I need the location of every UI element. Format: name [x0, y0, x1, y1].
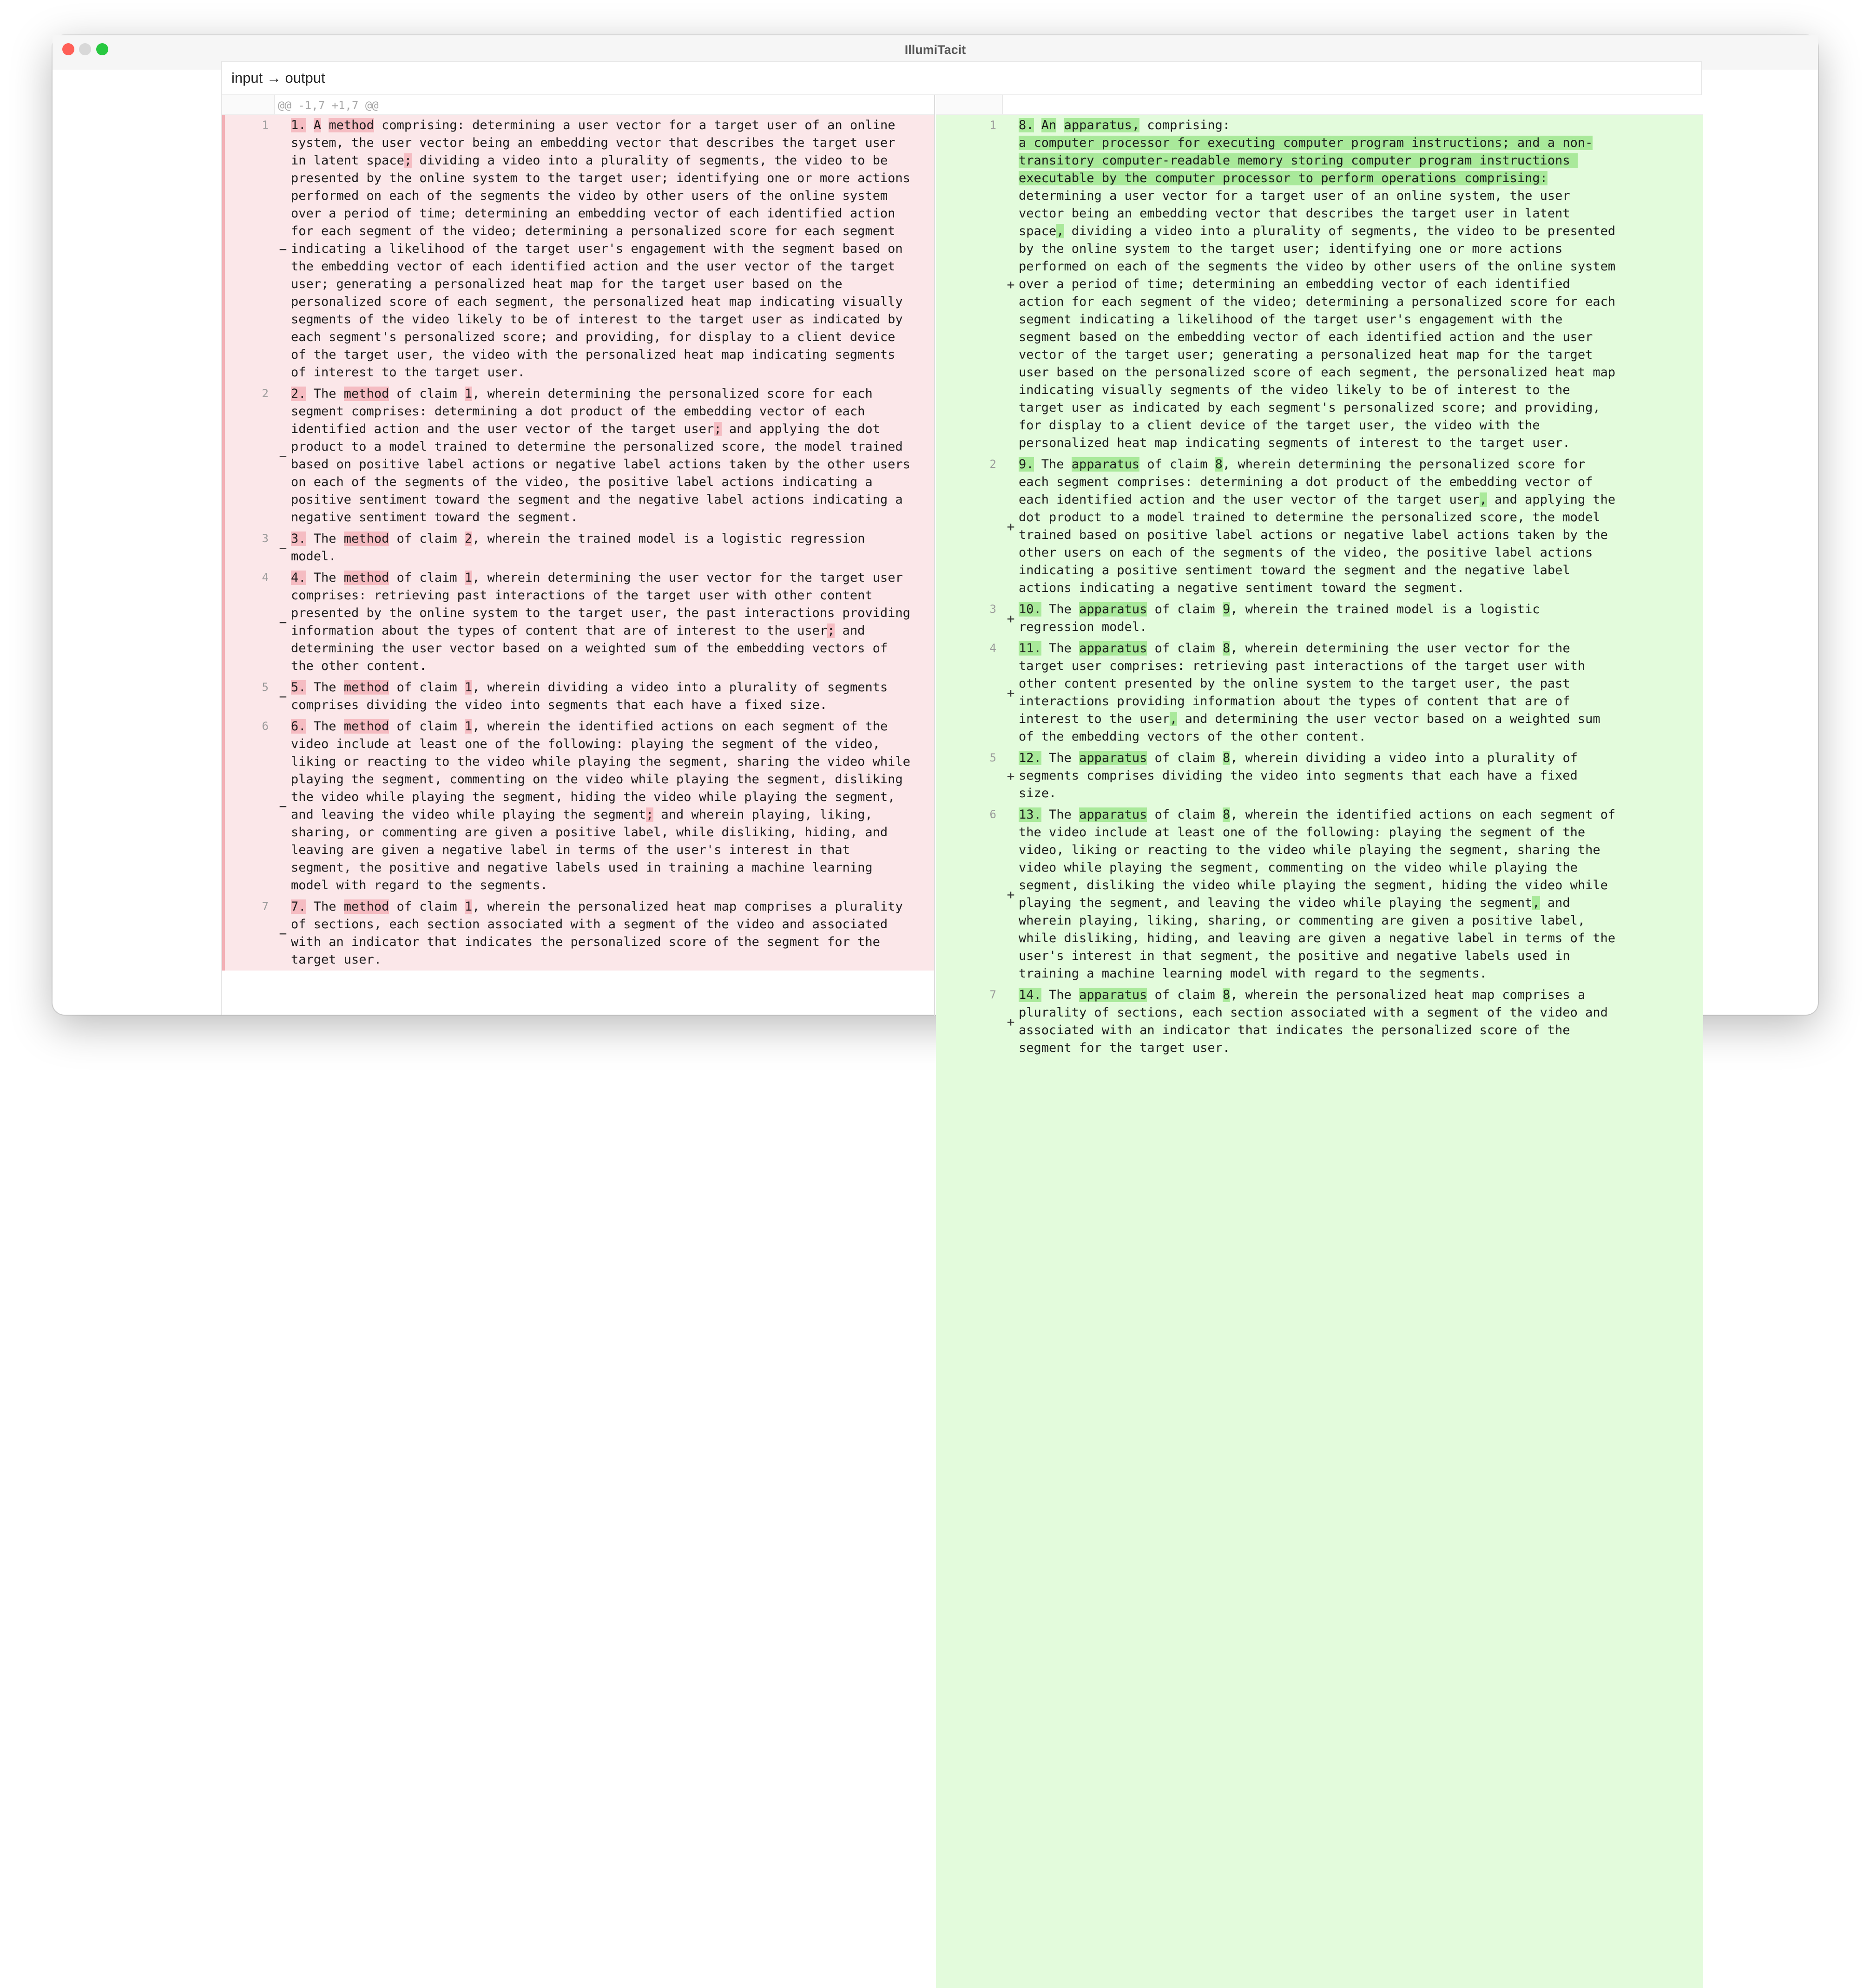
changed-text: ; — [714, 422, 722, 436]
line-text: of claim — [389, 571, 465, 585]
line-number: 1 — [262, 118, 269, 131]
line-text: , wherein the trained model is a logistic regression model. — [1019, 602, 1547, 634]
line-gutter — [222, 896, 275, 971]
line-text: and determining the user vector based on a weighted sum of the embedding vectors of the other content. — [291, 623, 895, 673]
line-text: determining a user vector for a target user of an online system, the user vector being an embedding vector that describes the target user in latent space — [1019, 189, 1570, 238]
changed-text: apparatus — [1079, 751, 1147, 765]
line-number: 1 — [989, 118, 996, 131]
changed-text: 1 — [464, 899, 473, 914]
changed-text: 8 — [1222, 988, 1231, 1002]
changed-text: , — [1056, 224, 1064, 238]
line-content — [1019, 984, 1623, 1059]
changed-text: 11. — [1019, 641, 1041, 656]
inserted-line-row — [936, 748, 1703, 804]
minus-sign: − — [279, 448, 287, 464]
deleted-line-row — [222, 115, 934, 383]
line-text: The — [1041, 988, 1080, 1002]
line-text: of claim — [389, 719, 465, 734]
line-text: of claim — [1147, 807, 1223, 822]
line-content — [1019, 599, 1623, 638]
line-text: The — [306, 680, 344, 695]
line-text: comprising: — [1147, 118, 1231, 132]
changed-text: method — [329, 118, 374, 132]
changed-text: 10. — [1019, 602, 1041, 617]
line-content — [1019, 115, 1623, 454]
changed-text: method — [343, 680, 389, 695]
changed-text: 2 — [464, 531, 473, 546]
line-number: 3 — [989, 603, 996, 616]
changed-text: apparatus — [1079, 807, 1147, 822]
changed-text: 7. — [291, 899, 306, 914]
inserted-line-row — [936, 804, 1703, 984]
minus-sign: − — [279, 798, 287, 814]
line-text: comprising: determining a user vector for a target user of an online system, the user vector being an embedding vector that describes the target user in latent space — [291, 118, 903, 168]
line-content — [291, 383, 916, 528]
line-text — [1034, 118, 1041, 132]
line-number: 4 — [262, 571, 269, 584]
plus-sign: + — [1007, 518, 1015, 534]
line-text: of claim — [1147, 751, 1223, 765]
inserted-lines — [936, 115, 1703, 1059]
changed-text: 12. — [1019, 751, 1041, 765]
changed-text: 13. — [1019, 807, 1041, 822]
line-number: 6 — [989, 808, 996, 821]
inserted-line-row — [936, 599, 1703, 638]
line-text: of claim — [389, 899, 465, 914]
plus-sign: + — [1007, 610, 1015, 626]
minus-sign: − — [279, 925, 287, 941]
line-gutter — [936, 638, 1003, 748]
line-text — [1056, 118, 1064, 132]
changed-text: , — [1479, 492, 1487, 507]
line-number: 7 — [262, 900, 269, 913]
line-gutter — [936, 599, 1003, 638]
hunk-header-right — [936, 95, 1703, 115]
hunk-header-text: @@ -1,7 +1,7 @@ — [278, 99, 379, 112]
line-text: of claim — [1139, 457, 1215, 472]
changed-text: 9 — [1222, 602, 1231, 617]
changed-text: a computer processor for executing computer program instructions; and a non-transitory computer-readable memory storing computer program instructions executable by the computer processor to perform operations comprising: — [1019, 136, 1593, 185]
changed-text: method — [343, 387, 389, 401]
line-gutter — [936, 115, 1003, 454]
changed-text: 1 — [464, 571, 473, 585]
inserted-line-row — [936, 984, 1703, 1059]
line-number: 6 — [262, 720, 269, 733]
line-text: , wherein determining the user vector for the target user comprises: retrieving past interactions of the target user with other content presented by the online system to the target user, the past interactions providing information about the types of content that are of interest to the user — [1019, 641, 1593, 726]
line-content — [291, 567, 916, 677]
plus-sign: + — [1007, 685, 1015, 701]
line-gutter — [222, 677, 275, 716]
changed-text: 1 — [464, 680, 473, 695]
line-number: 2 — [262, 387, 269, 400]
line-gutter — [222, 567, 275, 677]
line-text: of claim — [389, 387, 465, 401]
line-text: and wherein playing, liking, sharing, or commenting are given a positive label, while disliking, hiding, and leaving are given a negative label in terms of the user's interest in that segment, the positive and negative labels used in training a machine learning model with regard to the segments. — [291, 807, 895, 892]
plus-sign: + — [1007, 886, 1015, 902]
line-gutter — [936, 454, 1003, 599]
line-text: , wherein the trained model is a logistic regression model. — [291, 531, 873, 564]
changed-text: 14. — [1019, 988, 1041, 1002]
changed-text: 8 — [1215, 457, 1223, 472]
changed-text: 9. — [1019, 457, 1034, 472]
minus-sign: − — [279, 540, 287, 556]
line-text: , wherein the personalized heat map comprises a plurality of sections, each section associated with a segment of the video and associated with an indicator that indicates the personalized score of the segment for the target user. — [1019, 988, 1616, 1055]
line-text: , wherein determining the user vector for the target user comprises: retrieving past interactions of the target user with other content presented by the online system to the target user, the past interactions providing information about the types of content that are of interest to the user — [291, 571, 918, 638]
line-number: 4 — [989, 642, 996, 655]
deleted-line-row — [222, 716, 934, 896]
changed-text: 3. — [291, 531, 306, 546]
changed-text: 8 — [1222, 807, 1231, 822]
line-text: The — [1041, 641, 1080, 656]
changed-text: ; — [827, 623, 835, 638]
line-text: dividing a video into a plurality of segments, the video to be presented by the online system to the target user; identifying one or more actions performed on each of the segments the video by other users of the online system over a period of time; determining an embedding vector of each identified action for each segment of the video; determining a personalized score for each segment indicating a likelihood of the target user's engagement with the segment based on the embedding vector of each identified action and the user vector of the target user; generating a personalized heat map for the target user based on the personalized score of each segment, the personalized heat map indicating visually segments of the video likely to be of interest to the target user as indicated by each segment's personalized score; and providing, for display to a client device of the target user, the video with the personalized heat map indicating segments of interest to the target user. — [1019, 224, 1623, 450]
minus-sign: − — [279, 614, 287, 630]
line-text: The — [306, 719, 344, 734]
line-text: , wherein determining the personalized score for each segment comprises: determining a dot product of the embedding vector of each identified action and the user vector of the target user — [291, 387, 880, 436]
line-text: The — [306, 899, 344, 914]
minus-sign: − — [279, 689, 287, 704]
line-text: of claim — [1147, 988, 1223, 1002]
line-content — [291, 716, 916, 896]
changed-text: method — [343, 719, 389, 734]
line-text: and wherein playing, liking, sharing, or commenting are given a positive label, while disliking, hiding, and leaving are given a negative label in terms of the user's interest in that segment, the positive and negative labels used in training a machine learning model with regard to the segments. — [1019, 896, 1623, 981]
line-number: 2 — [989, 458, 996, 471]
line-text: , wherein the identified actions on each segment of the video include at least one of the following: playing the segment of the video, liking or reacting to the video while playing the segment, sharing the video while playing the segment, commenting on the video while playing the segment, disliking the video while playing the segment, hiding the video while playing the segment, and leaving the video while playing the segment — [291, 719, 918, 822]
line-content — [291, 677, 916, 716]
line-gutter — [222, 383, 275, 528]
diff-panel-header: input → output — [222, 62, 1701, 95]
line-gutter — [222, 115, 275, 383]
changed-text: 8 — [1222, 641, 1231, 656]
changed-text: , — [1532, 896, 1540, 910]
line-text: dividing a video into a plurality of segments, the video to be presented by the online system to the target user; identifying one or more actions performed on each of the segments the video by other users of the online system over a period of time; determining an embedding vector of each identified action for each segment of the video; determining a personalized score for each segment indicating a likelihood of the target user's engagement with the segment based on the embedding vector of each identified action and the user vector of the target user; generating a personalized heat map for the target user based on the personalized score of each segment, the personalized heat map indicating visually segments of the video likely to be of interest to the target user as indicated by each segment's personalized score; and providing, for display to a client device of the target user, the video with the personalized heat map indicating segments of interest to the target user. — [291, 153, 918, 380]
diff-pane-output[interactable] — [936, 95, 1703, 1055]
deleted-line-row — [222, 896, 934, 971]
line-text: of claim — [389, 680, 465, 695]
line-number: 3 — [262, 532, 269, 545]
inserted-line-row — [936, 115, 1703, 454]
changed-text: apparatus — [1079, 641, 1147, 656]
changed-text: apparatus — [1079, 988, 1147, 1002]
changed-text: , — [1170, 712, 1178, 726]
changed-text: 5. — [291, 680, 306, 695]
line-text: , wherein dividing a video into a plurality of segments comprises dividing the video into segments that each have a fixed size. — [1019, 751, 1586, 800]
changed-text: 1 — [464, 387, 473, 401]
diff-panel — [221, 61, 1702, 1055]
line-gutter — [936, 748, 1003, 804]
changed-text: ; — [646, 807, 654, 822]
window-title: IllumiTacit — [904, 43, 966, 57]
line-number: 5 — [262, 681, 269, 694]
plus-sign: + — [1007, 276, 1015, 292]
changed-text: ; — [404, 153, 412, 168]
line-content — [1019, 638, 1623, 748]
line-text: The — [1041, 602, 1080, 617]
line-content — [291, 115, 916, 383]
line-number: 7 — [989, 988, 996, 1001]
deleted-lines — [222, 115, 934, 971]
line-text: and applying the dot product to a model trained to determine the personalized score, the model trained based on positive label actions or negative label actions taken by the other users on each of the segments of the video, the positive label actions indicating a positive sentiment toward the segment and the negative label actions indicating a negative sentiment toward the segment. — [291, 422, 918, 525]
changed-text: 2. — [291, 387, 306, 401]
changed-text: 4. — [291, 571, 306, 585]
line-text: , wherein determining the personalized score for each segment comprises: determining a dot product of the embedding vector of each identified action and the user vector of the target user — [1019, 457, 1600, 507]
line-text: , wherein the personalized heat map comprises a plurality of sections, each section associated with a segment of the video and associated with an indicator that indicates the personalized score of the segment for the target user. — [291, 899, 910, 967]
plus-sign: + — [1007, 1014, 1015, 1030]
plus-sign: + — [1007, 768, 1015, 784]
line-content — [1019, 454, 1623, 599]
inserted-line-row — [936, 454, 1703, 599]
line-text: , wherein dividing a video into a plurality of segments comprises dividing the video into segments that each have a fixed size. — [291, 680, 895, 712]
changed-text: An — [1041, 118, 1057, 132]
deleted-line-row — [222, 677, 934, 716]
line-text: of claim — [389, 531, 465, 546]
line-text — [321, 118, 329, 132]
changed-text: apparatus — [1079, 602, 1147, 617]
changed-text: 8 — [1222, 751, 1231, 765]
changed-text: method — [343, 531, 389, 546]
deleted-line-row — [222, 567, 934, 677]
line-gutter — [222, 528, 275, 567]
line-gutter — [222, 716, 275, 896]
line-gutter — [936, 984, 1003, 1059]
line-content — [1019, 748, 1623, 804]
changed-text: method — [343, 899, 389, 914]
changed-text: 8. — [1019, 118, 1034, 132]
line-gutter — [936, 804, 1003, 984]
minus-sign: − — [279, 241, 287, 257]
line-text — [306, 118, 314, 132]
line-content — [291, 896, 916, 971]
changed-text: 1 — [464, 719, 473, 734]
line-text: The — [1034, 457, 1072, 472]
line-text: The — [306, 387, 344, 401]
line-text: and determining the user vector based on a weighted sum of the embedding vectors of the other content. — [1019, 712, 1608, 744]
line-text: , wherein the identified actions on each segment of the video include at least one of the following: playing the segment of the video, liking or reacting to the video while playing the segment, sharing the video while playing the segment, commenting on the video while playing the segment, disliking the video while playing the segment, hiding the video while playing the segment, and leaving the video while playing the segment — [1019, 807, 1623, 910]
hunk-header — [222, 95, 934, 115]
line-text: of claim — [1147, 602, 1223, 617]
diff-pane-input[interactable] — [222, 95, 935, 1016]
changed-text: 6. — [291, 719, 306, 734]
changed-text: apparatus, — [1064, 118, 1140, 132]
changed-text: 1. — [291, 118, 306, 132]
deleted-line-row — [222, 383, 934, 528]
app-window — [53, 35, 1818, 1055]
inserted-line-row — [936, 638, 1703, 748]
line-text: The — [306, 571, 344, 585]
line-text: and applying the dot product to a model trained to determine the personalized score, the model trained based on positive label actions or negative label actions taken by the other users on each of the segments of the video, the positive label actions indicating a positive sentiment toward the segment and the negative label actions indicating a negative sentiment toward the segment. — [1019, 492, 1623, 595]
deleted-line-row — [222, 528, 934, 567]
line-text: The — [1041, 751, 1080, 765]
line-number: 5 — [989, 751, 996, 764]
line-content — [291, 528, 916, 567]
changed-text: method — [343, 571, 389, 585]
changed-text: apparatus — [1071, 457, 1140, 472]
line-text: The — [306, 531, 344, 546]
changed-text: A — [313, 118, 322, 132]
line-text: of claim — [1147, 641, 1223, 656]
line-text: The — [1041, 807, 1080, 822]
inserted-filler — [936, 1059, 1703, 1988]
line-content — [1019, 804, 1623, 984]
